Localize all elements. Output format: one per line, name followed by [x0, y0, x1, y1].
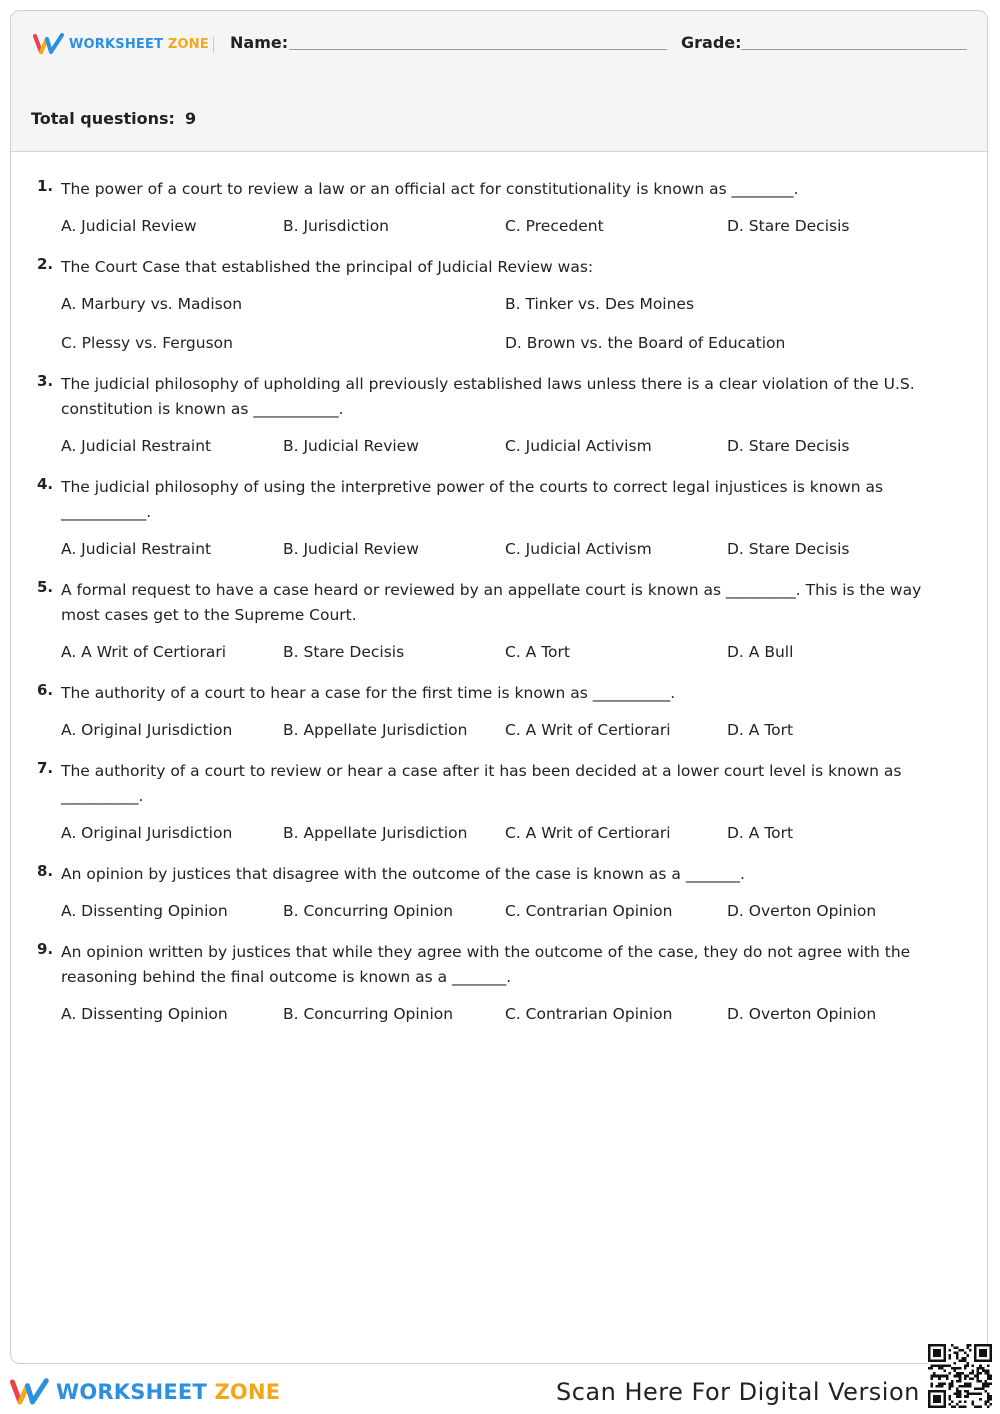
- question-number: 1.: [37, 177, 54, 195]
- question-5: [11, 578, 987, 665]
- answer-option[interactable]: C. Judicial Activism: [505, 540, 652, 558]
- total-questions: [31, 109, 196, 128]
- question-number: 7.: [37, 759, 54, 777]
- answer-option[interactable]: C. Contrarian Opinion: [505, 1005, 673, 1023]
- answer-option[interactable]: A. A Writ of Certiorari: [61, 643, 227, 661]
- answer-option[interactable]: B. Appellate Jurisdiction: [283, 721, 468, 739]
- name-field[interactable]: [289, 49, 667, 50]
- brand-word-worksheet: WORKSHEET: [69, 36, 164, 52]
- answer-options: [61, 434, 937, 459]
- header-brand-logo: [33, 33, 209, 55]
- question-number: 3.: [37, 372, 54, 390]
- answer-option[interactable]: B. Tinker vs. Des Moines: [505, 295, 695, 313]
- answer-option[interactable]: D. A Bull: [727, 643, 794, 661]
- question-text: The judicial philosophy of upholding all previously established laws unless there is a clear violation of the U.S. constitution is known as ___________.: [61, 375, 915, 418]
- header-brand-text: [69, 37, 209, 52]
- answer-option[interactable]: B. Judicial Review: [283, 540, 419, 558]
- question-number: 6.: [37, 681, 54, 699]
- answer-options: [61, 821, 937, 846]
- answer-option[interactable]: D. A Tort: [727, 721, 794, 739]
- answer-option[interactable]: B. Concurring Opinion: [283, 902, 454, 920]
- question-2: [11, 255, 987, 356]
- answer-option[interactable]: D. A Tort: [727, 824, 794, 842]
- worksheet-zone-logo-icon: [33, 33, 65, 55]
- question-number: 4.: [37, 475, 54, 493]
- answer-option[interactable]: D. Stare Decisis: [727, 437, 850, 455]
- question-6: [11, 681, 987, 743]
- question-text: A formal request to have a case heard or reviewed by an appellate court is known as _________. This is the way most cases get to the Supreme Court.: [61, 581, 922, 624]
- question-1: [11, 177, 987, 239]
- answer-option[interactable]: C. A Tort: [505, 643, 570, 661]
- answer-options: [61, 1002, 937, 1027]
- answer-option[interactable]: D. Brown vs. the Board of Education: [505, 334, 786, 352]
- question-number: 2.: [37, 255, 54, 273]
- footer-brand-text: [56, 1380, 280, 1404]
- answer-option[interactable]: C. Judicial Activism: [505, 437, 652, 455]
- header-divider: [213, 37, 214, 53]
- question-number: 9.: [37, 940, 54, 958]
- answer-option[interactable]: A. Marbury vs. Madison: [61, 295, 243, 313]
- grade-label: Grade:: [681, 33, 742, 52]
- brand-word-zone: ZONE: [214, 1380, 281, 1404]
- question-number: 8.: [37, 862, 54, 880]
- total-questions-value: 9: [184, 109, 197, 128]
- footer-brand-logo: [10, 1376, 280, 1408]
- answer-option[interactable]: D. Overton Opinion: [727, 902, 877, 920]
- question-text: The authority of a court to review or hear a case after it has been decided at a lower court level is known as __________.: [61, 762, 902, 805]
- answer-option[interactable]: A. Judicial Restraint: [61, 540, 212, 558]
- question-4: [11, 475, 987, 562]
- worksheet-sheet: [10, 10, 988, 1364]
- question-number: 5.: [37, 578, 54, 596]
- answer-option[interactable]: C. Contrarian Opinion: [505, 902, 673, 920]
- question-text: An opinion by justices that disagree with the outcome of the case is known as a _______.: [61, 865, 745, 883]
- answer-option[interactable]: A. Dissenting Opinion: [61, 902, 228, 920]
- question-text: The power of a court to review a law or an official act for constitutionality is known as ________.: [61, 180, 799, 198]
- question-9: [11, 940, 987, 1027]
- answer-options: [61, 718, 937, 743]
- answer-options: [61, 899, 937, 924]
- question-text: The Court Case that established the principal of Judicial Review was:: [61, 258, 594, 276]
- answer-options: [61, 292, 937, 356]
- question-3: [11, 372, 987, 459]
- qr-code-graphic: [928, 1344, 992, 1408]
- question-text: The judicial philosophy of using the interpretive power of the courts to correct legal injustices is known as ___________.: [61, 478, 884, 521]
- question-8: [11, 862, 987, 924]
- answer-option[interactable]: B. Appellate Jurisdiction: [283, 824, 468, 842]
- answer-option[interactable]: B. Stare Decisis: [283, 643, 405, 661]
- answer-option[interactable]: C. Precedent: [505, 217, 604, 235]
- answer-option[interactable]: C. A Writ of Certiorari: [505, 721, 671, 739]
- answer-option[interactable]: A. Dissenting Opinion: [61, 1005, 228, 1023]
- question-text: An opinion written by justices that while they agree with the outcome of the case, they do not agree with the reasoning behind the final outcome is known as a _______.: [61, 943, 911, 986]
- answer-options: [61, 537, 937, 562]
- question-7: [11, 759, 987, 846]
- brand-word-zone: ZONE: [167, 36, 209, 52]
- answer-option[interactable]: C. A Writ of Certiorari: [505, 824, 671, 842]
- answer-option[interactable]: B. Concurring Opinion: [283, 1005, 454, 1023]
- answer-option[interactable]: D. Stare Decisis: [727, 540, 850, 558]
- qr-code-icon[interactable]: [928, 1344, 992, 1408]
- total-questions-label: Total questions:: [31, 109, 175, 128]
- name-label: Name:: [230, 33, 289, 52]
- worksheet-zone-logo-icon: [10, 1376, 50, 1408]
- answer-option[interactable]: B. Judicial Review: [283, 437, 419, 455]
- worksheet-header: [11, 11, 987, 152]
- grade-field[interactable]: [741, 49, 967, 50]
- answer-option[interactable]: B. Jurisdiction: [283, 217, 389, 235]
- scan-here-text: Scan Here For Digital Version: [556, 1378, 920, 1406]
- answer-option[interactable]: A. Judicial Review: [61, 217, 197, 235]
- answer-option[interactable]: A. Judicial Restraint: [61, 437, 212, 455]
- answer-options: [61, 214, 937, 239]
- answer-option[interactable]: A. Original Jurisdiction: [61, 824, 233, 842]
- answer-option[interactable]: D. Overton Opinion: [727, 1005, 877, 1023]
- questions-list: [11, 177, 987, 1043]
- answer-option[interactable]: D. Stare Decisis: [727, 217, 850, 235]
- answer-options: [61, 640, 937, 665]
- question-text: The authority of a court to hear a case for the first time is known as __________.: [61, 684, 676, 702]
- brand-word-worksheet: WORKSHEET: [56, 1380, 207, 1404]
- answer-option[interactable]: A. Original Jurisdiction: [61, 721, 233, 739]
- answer-option[interactable]: C. Plessy vs. Ferguson: [61, 334, 233, 352]
